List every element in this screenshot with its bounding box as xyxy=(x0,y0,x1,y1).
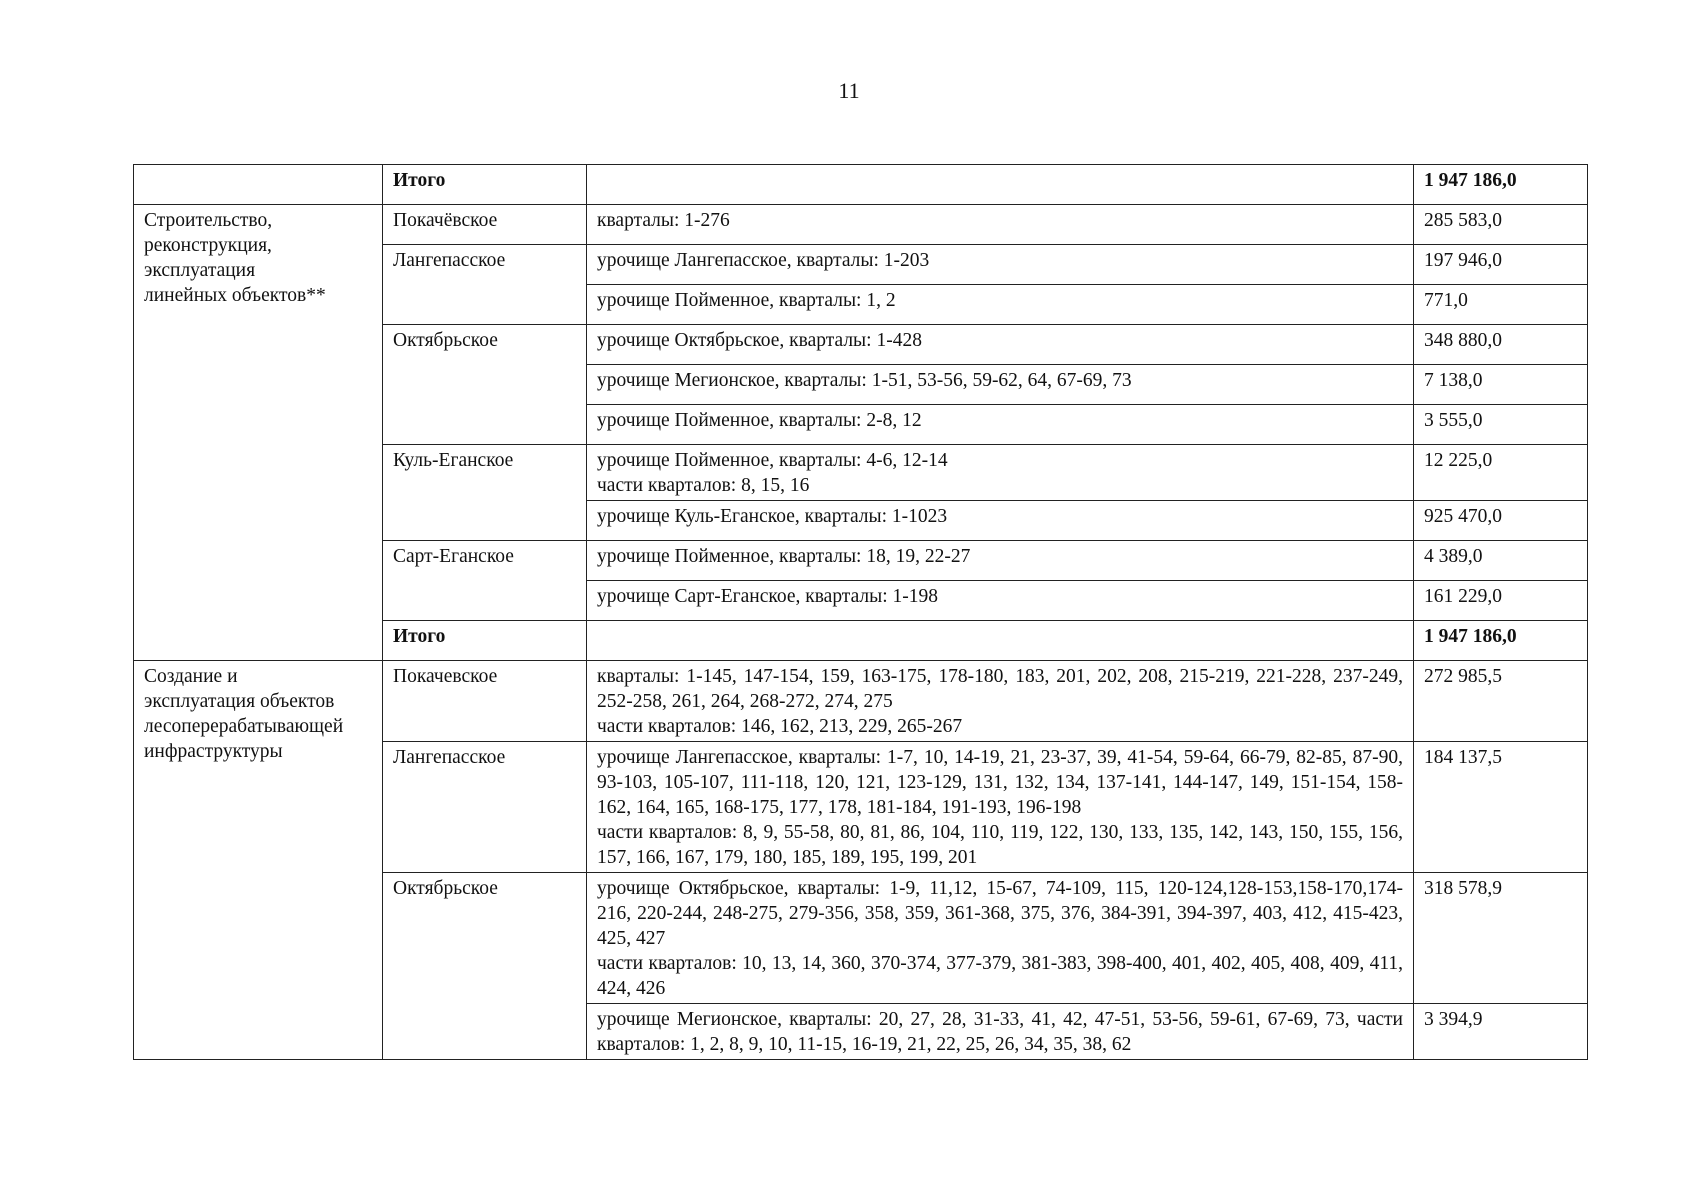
cell-line: Строительство, xyxy=(144,210,273,231)
forestry-name: Лангепасское xyxy=(383,245,587,325)
cell-line: реконструкция, xyxy=(144,235,272,256)
quarters-description xyxy=(587,1004,1414,1060)
area-value: 771,0 xyxy=(1414,285,1588,325)
cell-line: урочище Лангепасское, кварталы: 1-203 xyxy=(597,250,930,271)
page-number: 11 xyxy=(838,78,860,103)
area-value: 3 394,9 xyxy=(1414,1004,1588,1060)
cell-line: кварталы: 1-145, 147-154, 159, 163-175, 178-180, 183, 201, 202, 208, 215-219, 221-228, 237-249, 252-258, 261, 264, 268-272, 274, 275 xyxy=(597,666,1403,712)
cell-line: части кварталов: 8, 9, 55-58, 80, 81, 86, 104, 110, 119, 122, 130, 133, 135, 142, 143, 150, 155, 156, 157, 166, 167, 179, 180, 185, 189, 195, 199, 201 xyxy=(597,822,1403,868)
quarters-description xyxy=(587,205,1414,245)
area-value: 925 470,0 xyxy=(1414,501,1588,541)
cell-line: урочище Октябрьское, кварталы: 1-428 xyxy=(597,330,922,351)
cell-line: урочище Пойменное, кварталы: 18, 19, 22-27 xyxy=(597,546,971,567)
cell-line: части кварталов: 8, 15, 16 xyxy=(597,475,810,496)
total-label: Итого xyxy=(383,621,587,661)
forestry-name: Покачёвское xyxy=(383,205,587,245)
area-value: 184 137,5 xyxy=(1414,742,1588,873)
cell-line: урочище Сарт-Еганское, кварталы: 1-198 xyxy=(597,586,939,607)
cell-line: инфраструктуры xyxy=(144,741,283,762)
cell-line: урочище Пойменное, кварталы: 4-6, 12-14 xyxy=(597,450,948,471)
total-value: 1 947 186,0 xyxy=(1414,165,1588,205)
cell-line: урочище Куль-Еганское, кварталы: 1-1023 xyxy=(597,506,948,527)
cell-line: урочище Октябрьское, кварталы: 1-9, 11,12, 15-67, 74-109, 115, 120-124,128-153,158-170,174-216, 220-244, 248-275, 279-356, 358, 359, 361-368, 375, 376, 384-391, 394-397, 403, 412, 415-423, 425, 427 xyxy=(597,878,1403,949)
table-row xyxy=(134,661,1588,742)
cell-line: эксплуатация xyxy=(144,260,256,281)
cell-line: урочище Лангепасское, кварталы: 1-7, 10, 14-19, 21, 23-37, 39, 41-54, 59-64, 66-79, 82-85, 87-90, 93-103, 105-107, 111-118, 120, 121, 123-129, 131, 132, 134, 137-141, 144-147, 149, 151-154, 158-162, 164, 165, 168-175, 177, 178, 181-184, 191-193, 196-198 xyxy=(597,747,1403,818)
forestry-name: Куль-Еганское xyxy=(383,445,587,541)
area-value: 272 985,5 xyxy=(1414,661,1588,742)
purpose-cell xyxy=(134,205,383,661)
total-value: 1 947 186,0 xyxy=(1414,621,1588,661)
cell-line: урочище Мегионское, кварталы: 1-51, 53-56, 59-62, 64, 67-69, 73 xyxy=(597,370,1132,391)
area-value: 318 578,9 xyxy=(1414,873,1588,1004)
quarters-description xyxy=(587,245,1414,285)
cell-line: части кварталов: 146, 162, 213, 229, 265-267 xyxy=(597,716,963,737)
quarters-description xyxy=(587,742,1414,873)
cell-line: Создание и xyxy=(144,666,238,687)
area-value: 161 229,0 xyxy=(1414,581,1588,621)
quarters-description xyxy=(587,661,1414,742)
purpose-cell-empty xyxy=(134,165,383,205)
cell-line: линейных объектов** xyxy=(144,285,326,306)
cell-line: кварталы: 1-276 xyxy=(597,210,730,231)
total-description-empty xyxy=(587,621,1414,661)
cell-line: лесоперерабатывающей xyxy=(144,716,344,737)
forestry-name: Октябрьское xyxy=(383,325,587,445)
cell-line: части кварталов: 10, 13, 14, 360, 370-374, 377-379, 381-383, 398-400, 401, 402, 405, 408, 409, 411, 424, 426 xyxy=(597,953,1403,999)
quarters-description xyxy=(587,541,1414,581)
quarters-description xyxy=(587,873,1414,1004)
area-value: 3 555,0 xyxy=(1414,405,1588,445)
quarters-description xyxy=(587,581,1414,621)
forestry-name: Покачевское xyxy=(383,661,587,742)
quarters-description xyxy=(587,285,1414,325)
area-value: 348 880,0 xyxy=(1414,325,1588,365)
cell-line: урочище Пойменное, кварталы: 1, 2 xyxy=(597,290,896,311)
forestry-name: Октябрьское xyxy=(383,873,587,1060)
cell-line: урочище Пойменное, кварталы: 2-8, 12 xyxy=(597,410,922,431)
forest-use-table xyxy=(133,164,1588,1060)
forestry-name: Лангепасское xyxy=(383,742,587,873)
total-label: Итого xyxy=(383,165,587,205)
table-row xyxy=(134,205,1588,245)
quarters-description xyxy=(587,501,1414,541)
area-value: 285 583,0 xyxy=(1414,205,1588,245)
area-value: 7 138,0 xyxy=(1414,365,1588,405)
quarters-description xyxy=(587,405,1414,445)
area-value: 12 225,0 xyxy=(1414,445,1588,501)
quarters-description xyxy=(587,445,1414,501)
purpose-cell xyxy=(134,661,383,1060)
forestry-name: Сарт-Еганское xyxy=(383,541,587,621)
cell-line: урочище Мегионское, кварталы: 20, 27, 28, 31-33, 41, 42, 47-51, 53-56, 59-61, 67-69, 73, части кварталов: 1, 2, 8, 9, 10, 11-15, 16-19, 21, 22, 25, 26, 34, 35, 38, 62 xyxy=(597,1009,1403,1055)
quarters-description xyxy=(587,365,1414,405)
cell-line: эксплуатация объектов xyxy=(144,691,335,712)
quarters-description xyxy=(587,325,1414,365)
total-description-empty xyxy=(587,165,1414,205)
area-value: 197 946,0 xyxy=(1414,245,1588,285)
area-value: 4 389,0 xyxy=(1414,541,1588,581)
total-row xyxy=(134,165,1588,205)
